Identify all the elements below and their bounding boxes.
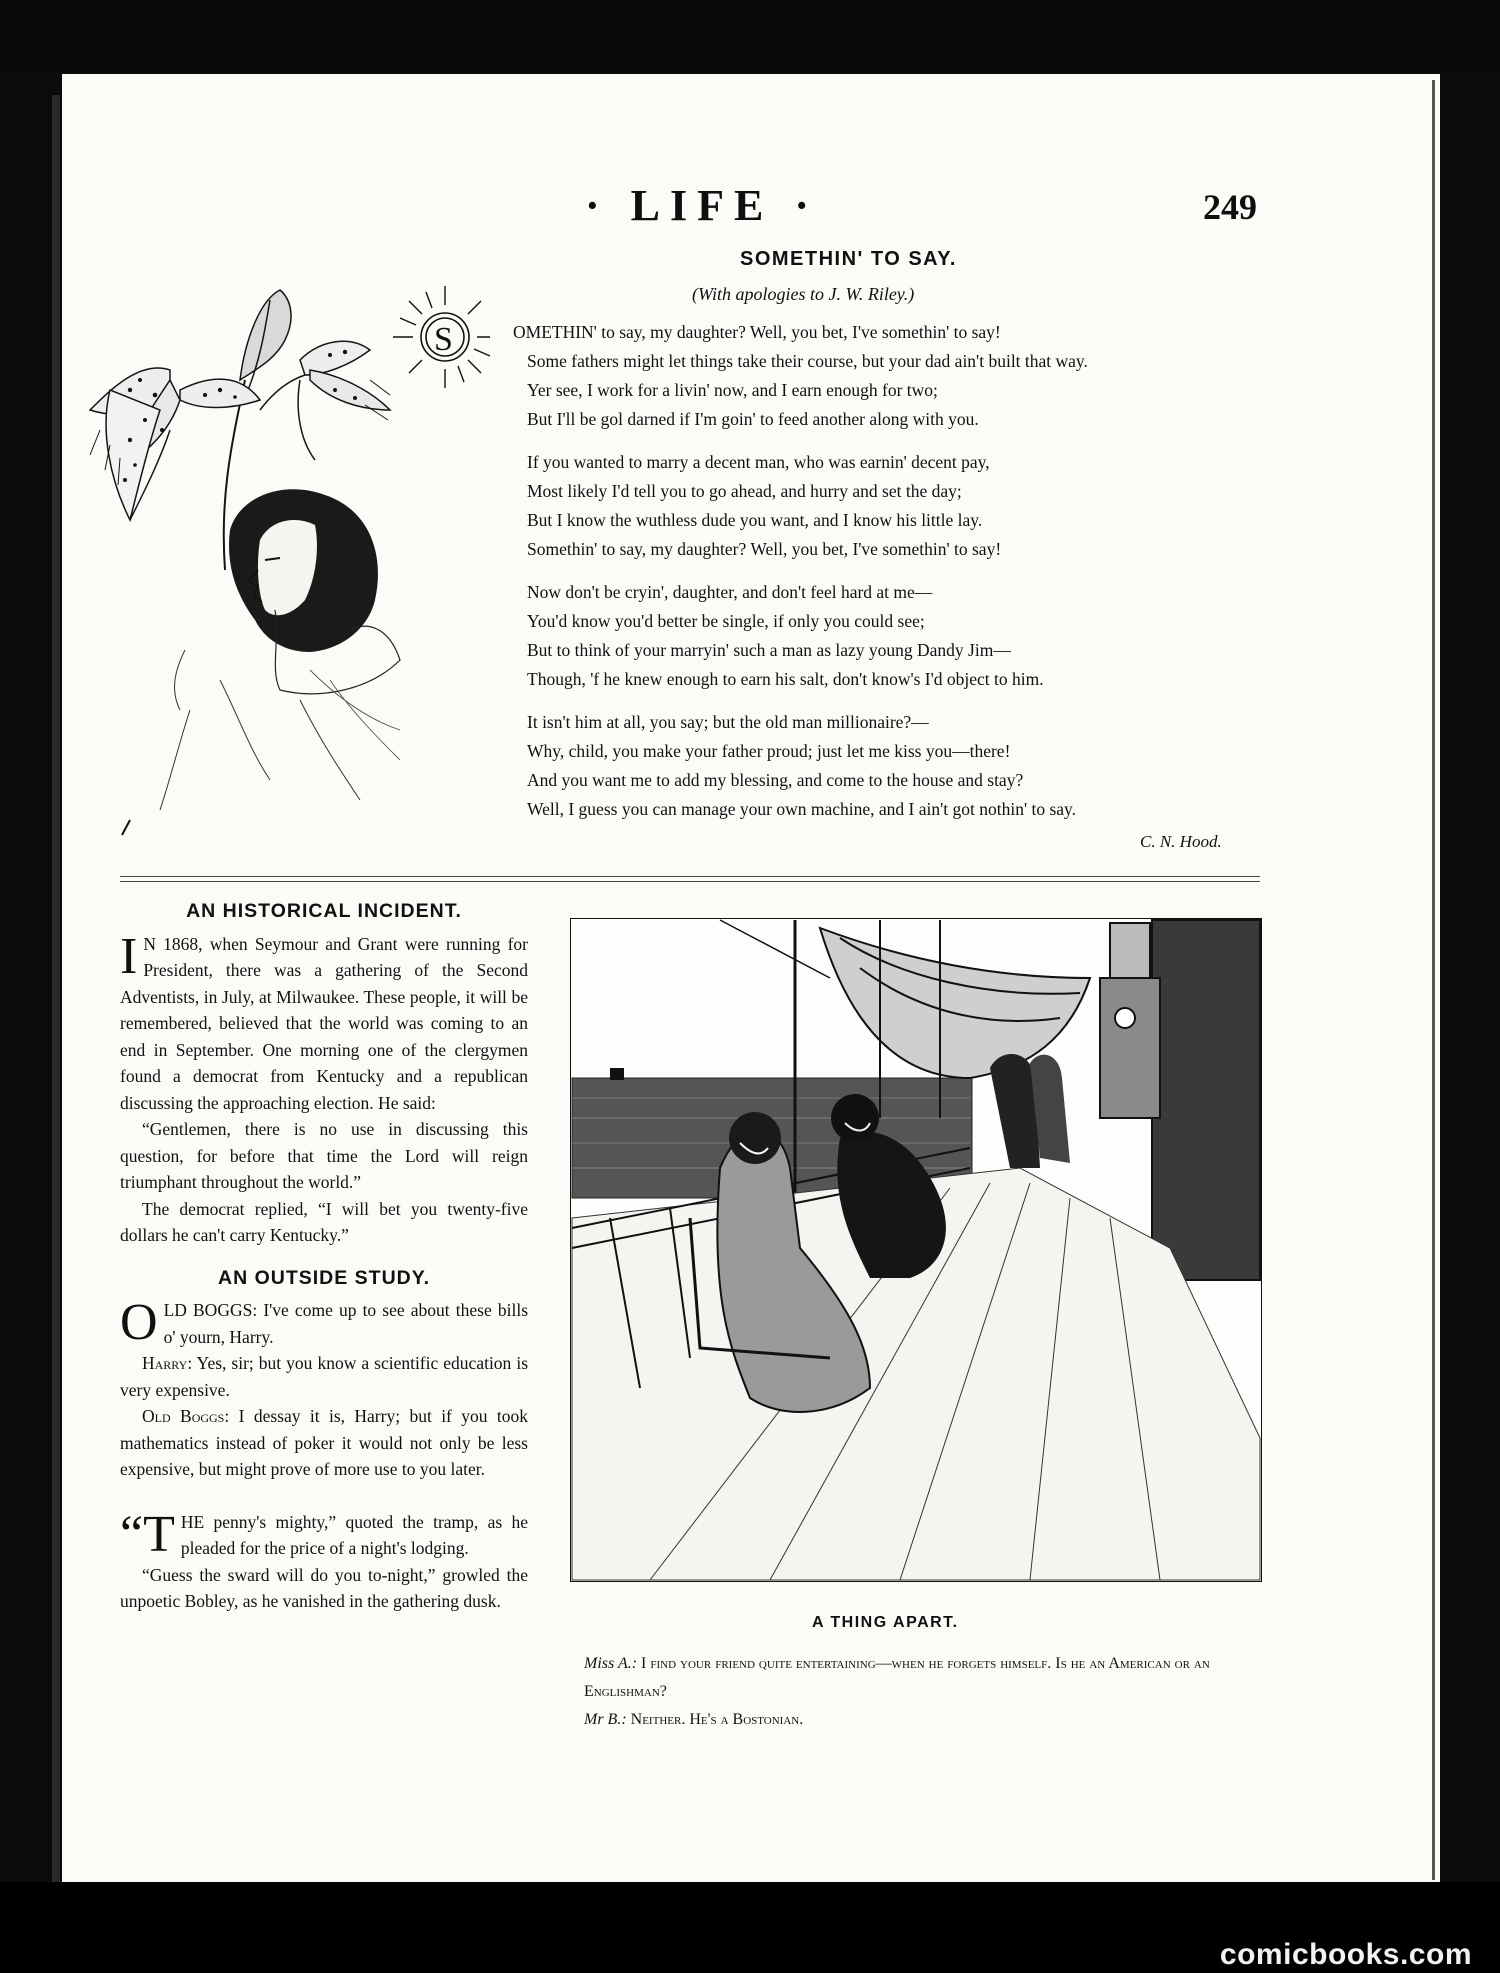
poem-line: Some fathers might let things take their course, but your dad ain't built that way. [527,351,1088,371]
page-spine [52,95,60,1885]
study-text: LD BOGGS: I've come up to see about these bills o' yourn, Harry. [163,1300,528,1347]
dialogue-text: I dessay it is, Harry; but if you took mathematics instead of poker it would not only be less expensive, but might prove of more use to you later. [120,1406,529,1479]
speaker-name: Miss A.: [584,1655,638,1672]
speaker-name: Harry: [142,1353,193,1373]
drop-cap: O [120,1294,158,1351]
penny-text: HE penny's mighty,” quoted the tramp, as he pleaded for the price of a night's lodging. [180,1511,528,1558]
poem-line: Though, 'f he knew enough to earn his salt, don't know's I'd object to him. [527,669,1044,689]
svg-text:S: S [434,321,453,358]
poem-stanza [527,708,1267,824]
caption-text: Neither. He's a Bostonian. [626,1711,804,1728]
poem-line: But I'll be gol darned if I'm goin' to feed another along with you. [527,409,979,429]
historical-paragraph [120,927,528,1117]
poem-line: You'd know you'd better be single, if only you could see; [527,611,925,631]
study-paragraph [120,1294,528,1351]
cartoon-caption [548,1650,1264,1734]
poem-line: Well, I guess you can manage your own machine, and I ain't got nothin' to say. [527,799,1077,819]
caption-text: I find your friend quite entertaining—when he forgets himself. Is he an American or an Englishman? [584,1655,1210,1700]
dialogue-text: Yes, sir; but you know a scientific education is very expensive. [120,1353,528,1400]
poem-line: OMETHIN' to say, my daughter? Well, you bet, I've somethin' to say! [513,322,1001,342]
penny-paragraph [120,1505,528,1563]
historical-punchline: The democrat replied, “I will bet you twenty-five dollars he can't carry Kentucky.” [120,1198,528,1245]
poem-line: It isn't him at all, you say; but the old man millionaire?— [527,712,929,732]
study-dialogue-harry [120,1350,528,1403]
poem-line: Most likely I'd tell you to go ahead, and hurry and set the day; [527,481,962,501]
section-divider [120,881,1260,882]
poem-line: And you want me to add my blessing, and come to the house and stay? [527,770,1024,790]
poem-title: SOMETHIN' TO SAY. [740,248,957,270]
poem-stanza [527,578,1267,694]
study-heading: AN OUTSIDE STUDY. [217,1266,431,1289]
poem-author: C. N. Hood. [1140,832,1222,851]
historical-heading: AN HISTORICAL INCIDENT. [186,900,462,922]
site-watermark: comicbooks.com [1219,1938,1472,1971]
left-column [120,898,528,1615]
poem-line: Why, child, you make your father proud; just let me kiss you—there! [527,741,1011,761]
study-dialogue-boggs [120,1403,528,1483]
poem-line: But I know the wuthless dude you want, and I know his little lay. [527,510,983,530]
lily-portrait-illustration [70,280,490,840]
poem-subtitle: (With apologies to J. W. Riley.) [692,284,915,304]
scan-border-top [0,0,1500,72]
poem-stanza [527,448,1267,564]
sun-emblem-icon [393,286,490,388]
poem-line: But to think of your marryin' such a man as lazy young Dandy Jim— [527,640,1011,660]
speaker-name: Mr B.: [584,1711,627,1728]
woman-portrait [122,489,400,835]
cartoon-title: A THING APART. [812,1614,959,1631]
historical-text: N 1868, when Seymour and Grant were running for President, there was a gathering of the Second Adventists, in July, at Milwaukee. These people, it will be remembered, believed that the world was coming to an end in September. One morning one of the clergymen found a democrat from Kentucky and a republican discussing the approaching election. He said: [120,933,528,1113]
page-number: 249 [1203,187,1257,227]
section-divider [120,876,1260,877]
poem-line: Now don't be cryin', daughter, and don't feel hard at me— [527,582,933,602]
ship-deck-cartoon [570,918,1262,1582]
penny-reply: “Guess the sward will do you to-night,” growled the unpoetic Bobley, as he vanished in the gathering dusk. [120,1564,528,1611]
drop-cap: “T [120,1505,175,1563]
magazine-title: · LIFE · [585,181,820,230]
caption-line [548,1706,1264,1734]
poem-body [513,318,1267,838]
poem-line: If you wanted to marry a decent man, who was earnin' decent pay, [527,452,990,472]
drop-cap: I [120,927,138,985]
distant-ship [610,1068,624,1080]
speaker-name: Old Boggs: [142,1406,230,1426]
caption-line [548,1650,1264,1706]
poem-stanza [513,318,1267,434]
page-edge [1432,80,1435,1880]
poem-line: Yer see, I work for a livin' now, and I earn enough for two; [527,380,938,400]
historical-quote: “Gentlemen, there is no use in discussing this question, for before that time the Lord will reign triumphant throughout the world.” [120,1119,528,1192]
poem-line: Somethin' to say, my daughter? Well, you bet, I've somethin' to say! [527,539,1002,559]
